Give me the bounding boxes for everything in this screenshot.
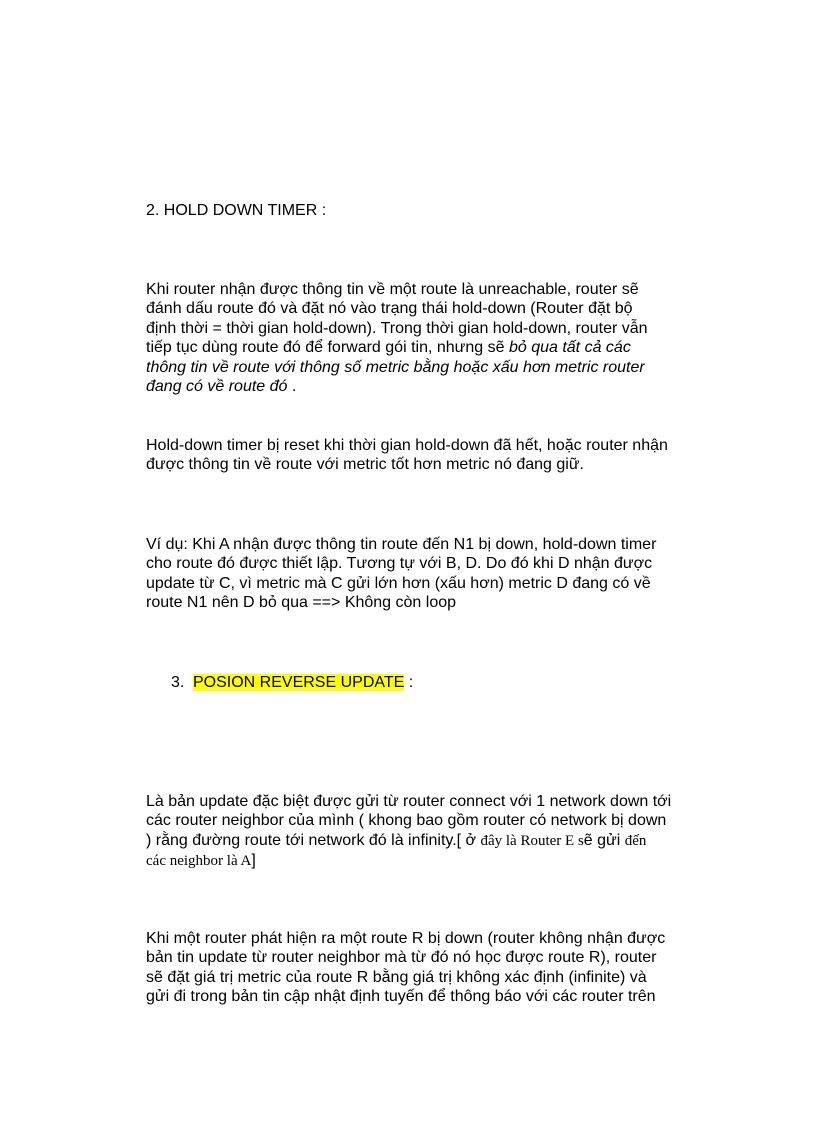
paragraph-poison-reverse-definition (146, 792, 682, 872)
text-line: đánh dấu route đó và đặt nó vào trạng thái hold-down (Router đặt bộ (146, 300, 633, 318)
section-heading-hold-down-timer (146, 201, 682, 220)
paragraph-hold-down-description (146, 280, 682, 396)
text-line: Khi một router phát hiện ra một route R bị down (router không nhận được (146, 930, 666, 947)
text-run: ẽ gửi (583, 831, 625, 849)
italic-text-run: bỏ qua tất cả các (508, 339, 631, 357)
text-line: route N1 nên D bỏ qua ==> Không còn loop (146, 594, 457, 612)
text-line: Khi router nhận được thông tin về một route là unreachable, router sẽ (146, 281, 639, 298)
italic-text-run: thông tin về route với thông số metric bằng hoặc xấu hơn metric router (146, 358, 645, 376)
paragraph-example (146, 535, 682, 613)
highlighted-heading-text: POSION REVERSE UPDATE (193, 674, 405, 691)
text-line: gửi đi trong bản tin cập nhật định tuyến để thông báo với các router trên (146, 988, 656, 1006)
text-line: bản tin update từ router neighbor mà từ đó nó học được route R), router (146, 949, 657, 967)
text-run: ] (251, 852, 256, 870)
text-line: sẽ đặt giá trị metric của route R bằng giá trị không xác định (infinite) và (146, 968, 647, 986)
serif-text-run: đây là Router E s (480, 832, 584, 849)
text-line: được thông tin về route với metric tốt hơn metric nó đang giữ. (146, 456, 584, 474)
list-number: 3. (171, 674, 185, 691)
serif-text-run: các neighbor là A (146, 853, 252, 870)
heading-suffix: : (404, 674, 414, 691)
section-heading-poison-reverse (171, 673, 707, 692)
italic-text-run: đang có về route đó (146, 378, 288, 396)
text-line: Hold-down timer bị reset khi thời gian hold-down đã hết, hoặc router nhận (146, 437, 668, 454)
heading-text: 2. HOLD DOWN TIMER : (146, 202, 327, 219)
text-line (146, 831, 682, 851)
text-line: các router neighbor của mình ( khong bao gồm router có network bị down (146, 812, 667, 830)
heading-line (171, 673, 707, 692)
text-line (146, 358, 682, 377)
text-run: ) rằng đường route tới network đó là infinity.[ ở (146, 831, 481, 849)
text-line (146, 377, 682, 396)
text-run: . (287, 378, 297, 396)
text-line: Là bản update đặc biệt được gửi từ router connect với 1 network down tới (146, 793, 672, 810)
text-run: tiếp tục dùng route đó để forward gói tin, nhưng sẽ (146, 339, 509, 357)
paragraph-hold-down-reset (146, 436, 682, 475)
text-line: cho route đó được thiết lập. Tương tự với B, D. Do đó khi D nhận được (146, 555, 653, 573)
text-line: định thời = thời gian hold-down). Trong thời gian hold-down, router vẫn (146, 319, 648, 337)
text-line: Ví dụ: Khi A nhận được thông tin route đến N1 bị down, hold-down timer (146, 536, 657, 553)
text-line (146, 851, 682, 871)
serif-text-run: đến (624, 832, 647, 849)
text-line: update từ C, vì metric mà C gửi lớn hơn (xấu hơn) metric D đang có về (146, 574, 651, 592)
paragraph-route-down-behavior (146, 929, 682, 1007)
text-line (146, 338, 682, 357)
